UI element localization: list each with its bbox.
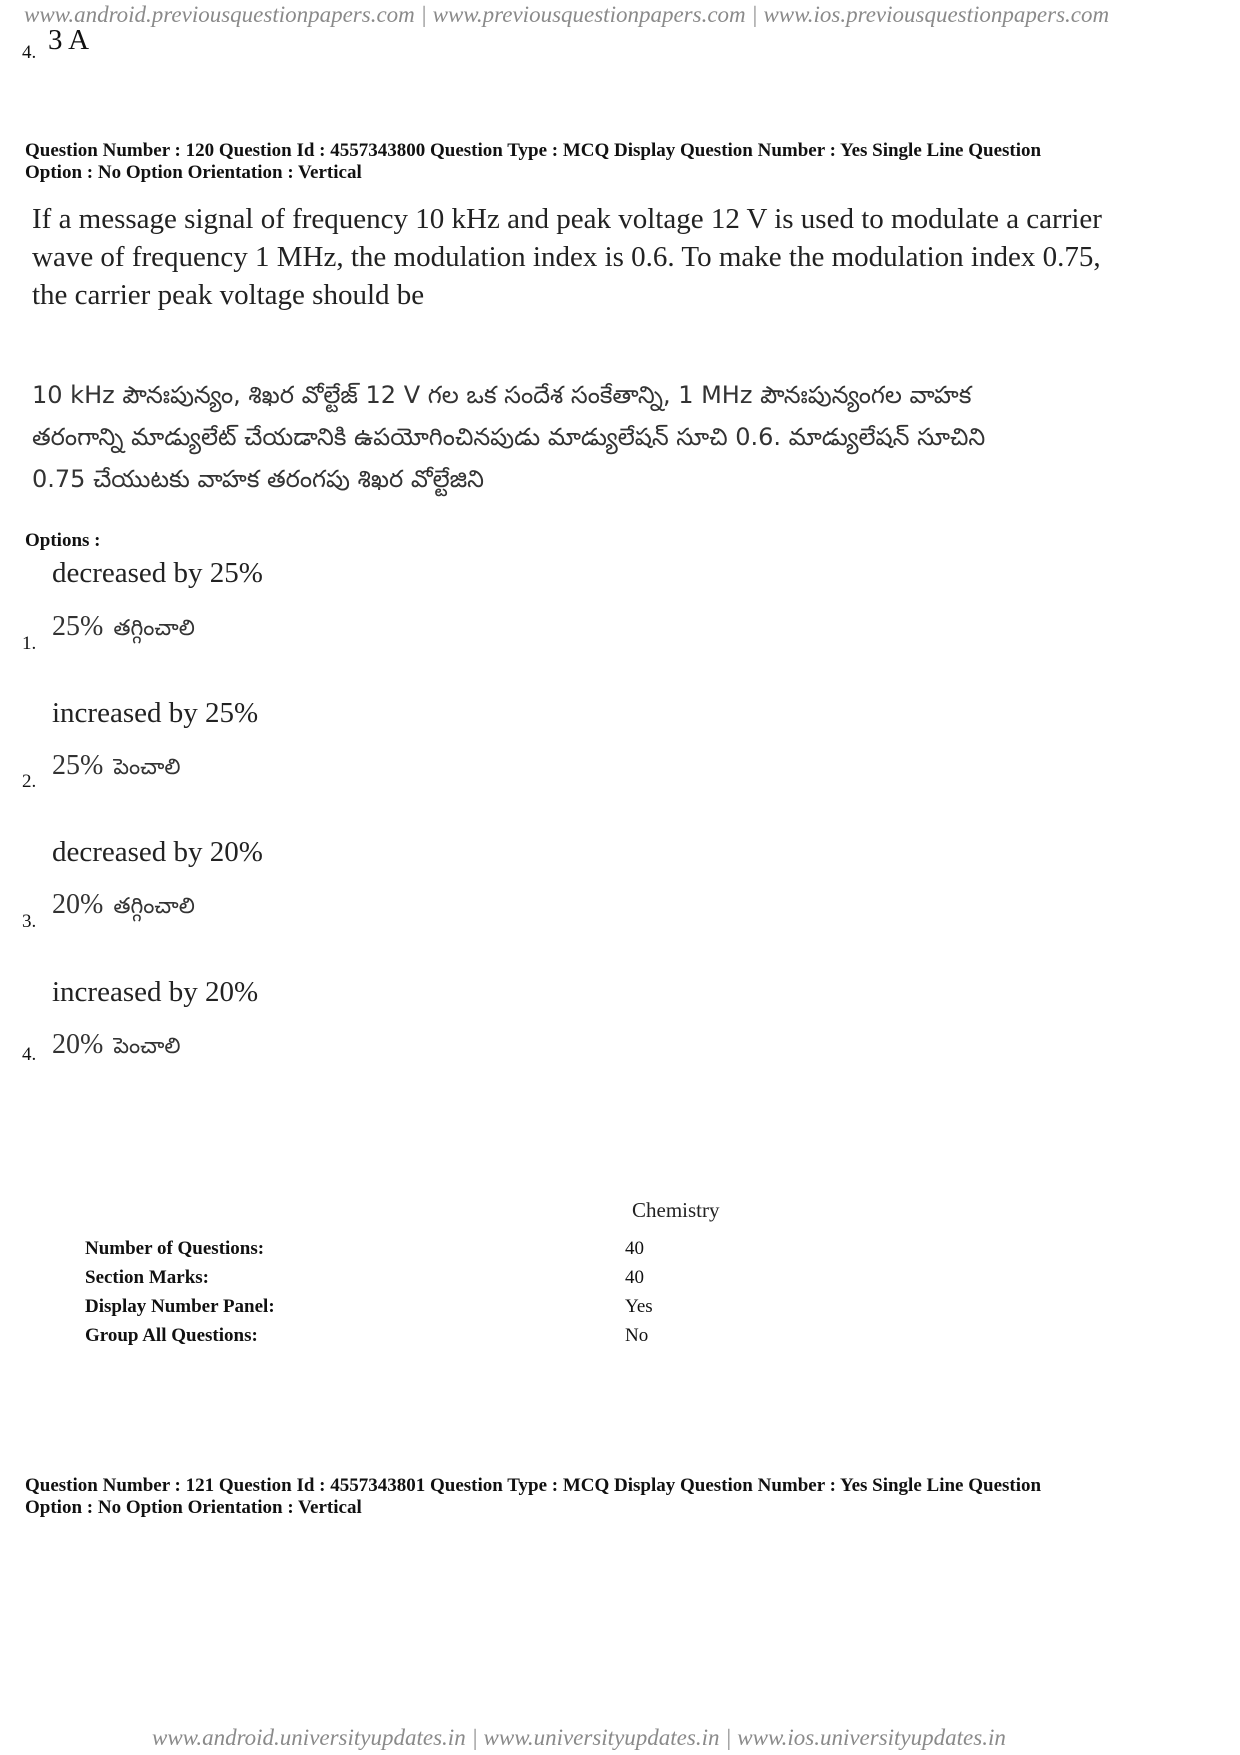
option-2-telugu [52, 750, 181, 785]
question-120-meta [25, 140, 1225, 184]
option-telugu-word: తగ్గించాలి [113, 616, 195, 641]
section-info-table [85, 1234, 885, 1354]
option-3-english: decreased by 20% [52, 836, 263, 868]
question-meta-line-2: Option : No Option Orientation : Vertical [25, 162, 362, 183]
section-row-value: Yes [625, 1296, 653, 1317]
option-4-telugu [52, 1029, 181, 1064]
telugu-line: 0.75 చేయుటకు వాహక తరంగపు శిఖర వోల్టేజిని [32, 465, 484, 493]
telugu-line: తరంగాన్ని మాడ్యులేట్ చేయడానికి ఉపయోగించినపుడు మాడ్యులేషన్ సూచి 0.6. మాడ్యులేషన్ సూచిని [32, 423, 986, 451]
telugu-line: 10 kHz పౌనఃపున్యం, శిఖర వోల్టేజ్ 12 V గల ఒక సందేశ సంకేతాన్ని, 1 MHz పౌనఃపున్యంగల వాహక [32, 381, 972, 409]
question-line: the carrier peak voltage should be [32, 279, 425, 311]
option-1-telugu [52, 611, 195, 646]
section-row-label: Display Number Panel: [85, 1296, 275, 1317]
option-pct: 20% [52, 1029, 104, 1060]
header-watermark: www.android.previousquestionpapers.com | www.previousquestionpapers.com | www.ios.previousquestionpapers.com [24, 2, 1110, 27]
section-title: Chemistry [632, 1198, 720, 1222]
section-row-value: No [625, 1325, 649, 1346]
option-2-number: 2. [22, 771, 37, 792]
options-label: Options : [25, 530, 101, 551]
section-row-label: Group All Questions: [85, 1325, 258, 1346]
option-pct: 20% [52, 889, 104, 920]
prev-option-text: 3 A [48, 24, 90, 56]
question-meta-line-2: Option : No Option Orientation : Vertical [25, 1497, 362, 1518]
question-121-meta [25, 1475, 1225, 1519]
option-4-english: increased by 20% [52, 976, 259, 1008]
question-meta-line-1: Question Number : 121 Question Id : 4557343801 Question Type : MCQ Display Question Number : Yes Single Line Question [25, 1475, 1042, 1496]
option-pct: 25% [52, 611, 104, 642]
question-120-english [32, 200, 1212, 314]
option-2-english: increased by 25% [52, 697, 259, 729]
prev-option-number: 4. [22, 42, 37, 63]
option-telugu-word: తగ్గించాలి [113, 894, 195, 919]
section-row-value: 40 [625, 1238, 644, 1259]
option-3-telugu [52, 889, 195, 924]
footer-watermark: www.android.universityupdates.in | www.universityupdates.in | www.ios.universityupdates.in [152, 1725, 1006, 1750]
option-1-english: decreased by 25% [52, 557, 263, 589]
question-line: wave of frequency 1 MHz, the modulation index is 0.6. To make the modulation index 0.75, [32, 241, 1101, 273]
section-row-label: Section Marks: [85, 1267, 210, 1288]
option-1-number: 1. [22, 633, 37, 654]
question-line: If a message signal of frequency 10 kHz and peak voltage 12 V is used to modulate a carrier [32, 203, 1102, 235]
section-row-label: Number of Questions: [85, 1238, 265, 1259]
question-meta-line-1: Question Number : 120 Question Id : 4557343800 Question Type : MCQ Display Question Number : Yes Single Line Question [25, 140, 1042, 161]
question-120-telugu [32, 374, 1222, 500]
section-row-value: 40 [625, 1267, 644, 1288]
option-telugu-word: పెంచాలి [113, 755, 181, 780]
option-pct: 25% [52, 750, 104, 781]
option-3-number: 3. [22, 911, 37, 932]
option-telugu-word: పెంచాలి [113, 1034, 181, 1059]
option-4-number: 4. [22, 1044, 37, 1065]
